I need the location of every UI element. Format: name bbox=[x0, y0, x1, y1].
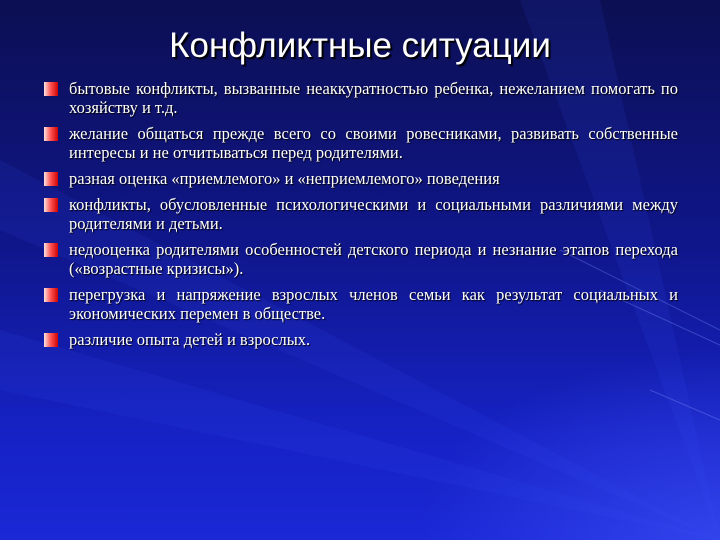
slide-title: Конфликтные ситуации bbox=[169, 26, 551, 65]
bullet-square-icon bbox=[44, 172, 58, 186]
bullet-square-icon bbox=[44, 82, 58, 96]
bullet-text: бытовые конфликты, вызванные неаккуратностью ребенка, нежеланием помогать по хозяйству и т.д. bbox=[69, 79, 678, 117]
bullet-text: разная оценка «приемлемого» и «неприемлемого» поведения bbox=[69, 169, 500, 188]
bullet-item bbox=[44, 285, 678, 323]
bullet-square-icon bbox=[44, 198, 58, 212]
bullet-square-icon bbox=[44, 333, 58, 347]
bullet-item bbox=[44, 330, 678, 349]
bullet-text: перегрузка и напряжение взрослых членов семьи как результат социальных и экономических перемен в обществе. bbox=[69, 285, 678, 323]
bullet-text: желание общаться прежде всего со своими ровесниками, развивать собственные интересы и не отчитываться перед родителями. bbox=[69, 124, 678, 162]
bullet-square-icon bbox=[44, 243, 58, 257]
bullet-text: конфликты, обусловленные психологическими и социальными различиями между родителями и детьми. bbox=[69, 195, 678, 233]
bullet-square-icon bbox=[44, 288, 58, 302]
bullet-item bbox=[44, 169, 678, 188]
bullet-item bbox=[44, 195, 678, 233]
bullet-item bbox=[44, 79, 678, 117]
bullet-square-icon bbox=[44, 127, 58, 141]
bullet-text: различие опыта детей и взрослых. bbox=[69, 330, 311, 349]
bullet-item bbox=[44, 240, 678, 278]
bullet-list bbox=[44, 79, 678, 356]
bullet-text: недооценка родителями особенностей детского периода и незнание этапов перехода («возрастные кризисы»). bbox=[69, 240, 678, 278]
bullet-item bbox=[44, 124, 678, 162]
